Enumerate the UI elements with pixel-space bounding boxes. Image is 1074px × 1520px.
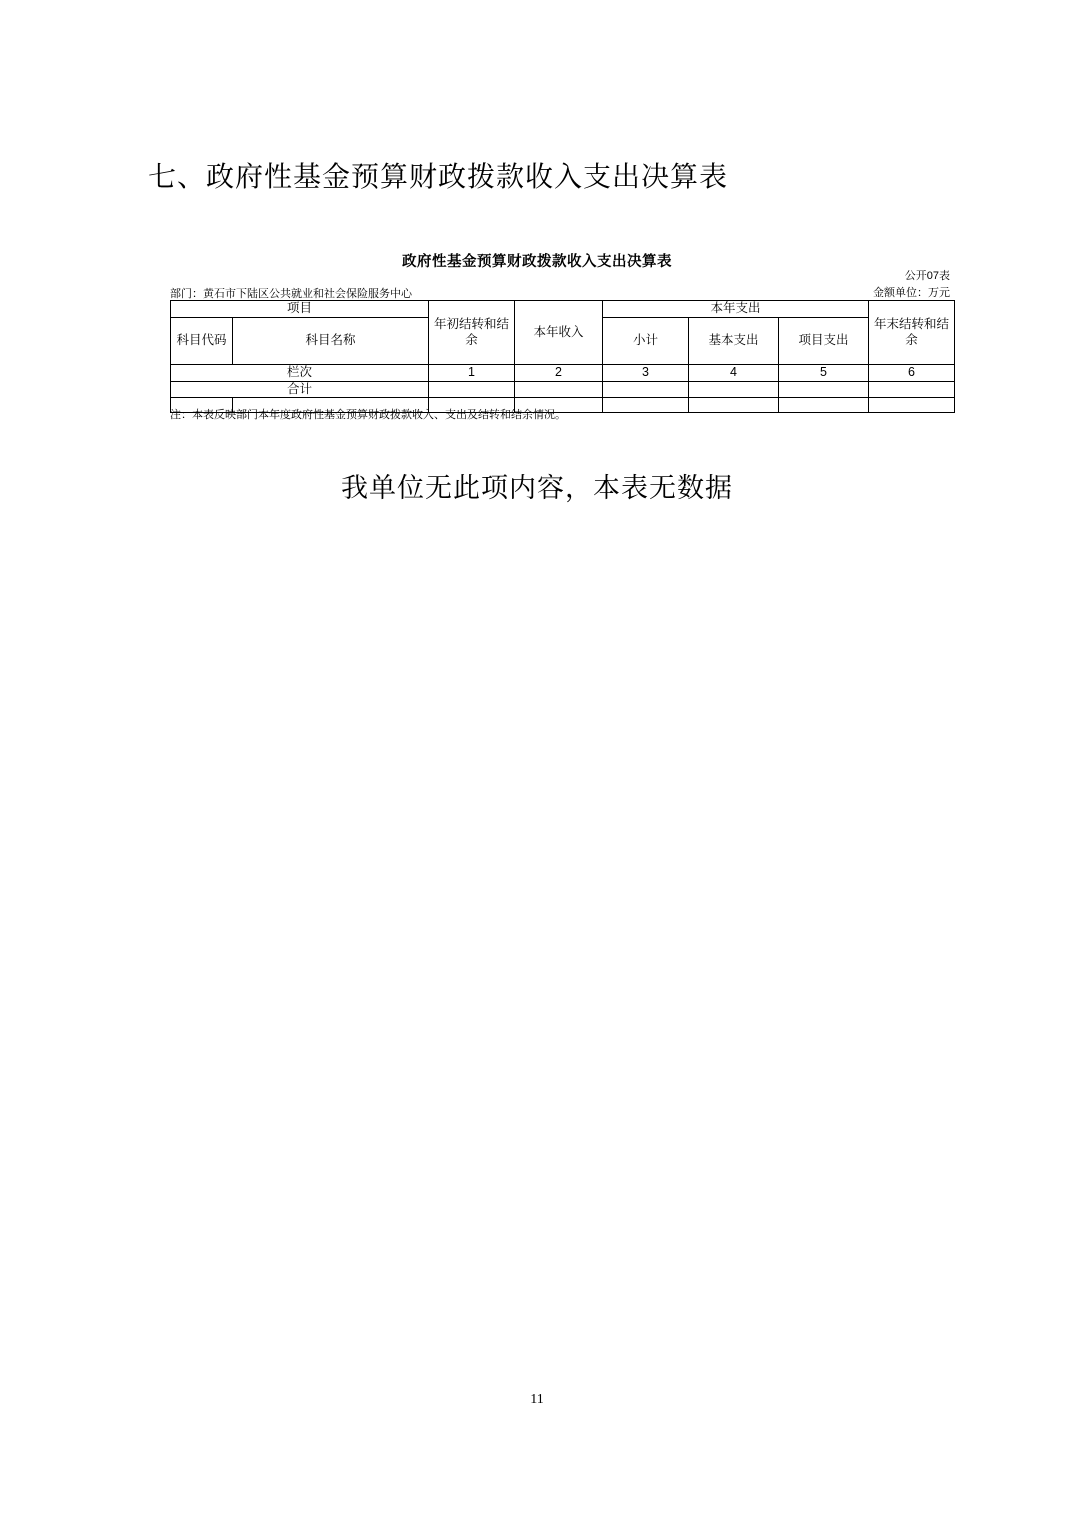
table-title: 政府性基金预算财政拨款收入支出决算表 <box>402 254 672 270</box>
public-number-label: 公开07表 <box>904 270 950 282</box>
no-data-statement: 我单位无此项内容，本表无数据 <box>341 473 733 503</box>
column-index-label: 栏次 <box>171 365 429 382</box>
header-subject-code: 科目代码 <box>171 318 233 365</box>
header-project-expenditure: 项目支出 <box>779 318 869 365</box>
total-basic-expenditure <box>689 381 779 398</box>
column-index-2: 2 <box>515 365 603 382</box>
department-label: 部门：黄石市下陆区公共就业和社会保险服务中心 <box>170 288 412 300</box>
column-index-4: 4 <box>689 365 779 382</box>
total-end-balance <box>869 381 955 398</box>
header-subtotal: 小计 <box>603 318 689 365</box>
header-current-income: 本年收入 <box>515 301 603 365</box>
page-number: 11 <box>530 1392 544 1407</box>
header-basic-expenditure: 基本支出 <box>689 318 779 365</box>
column-index-row <box>171 365 955 382</box>
row-subtotal <box>603 398 689 413</box>
amount-unit-label: 金额单位：万元 <box>873 287 950 299</box>
row-basic-expenditure <box>689 398 779 413</box>
column-index-3: 3 <box>603 365 689 382</box>
table-header-group-row <box>171 301 955 318</box>
column-index-1: 1 <box>429 365 515 382</box>
column-index-5: 5 <box>779 365 869 382</box>
table-note: 注：本表反映部门本年度政府性基金预算财政拨款收入、支出及结转和结余情况。 <box>170 409 566 421</box>
header-begin-balance: 年初结转和结余 <box>429 301 515 365</box>
header-project-group: 项目 <box>171 301 429 318</box>
total-current-income <box>515 381 603 398</box>
row-end-balance <box>869 398 955 413</box>
header-subject-name: 科目名称 <box>233 318 429 365</box>
header-end-balance: 年末结转和结余 <box>869 301 955 365</box>
budget-table <box>170 300 955 413</box>
header-expenditure-group: 本年支出 <box>603 301 869 318</box>
row-project-expenditure <box>779 398 869 413</box>
total-subtotal <box>603 381 689 398</box>
column-index-6: 6 <box>869 365 955 382</box>
table-row <box>171 381 955 398</box>
section-heading: 七、政府性基金预算财政拨款收入支出决算表 <box>148 162 729 193</box>
total-project-expenditure <box>779 381 869 398</box>
total-begin-balance <box>429 381 515 398</box>
total-row-label: 合计 <box>171 381 429 398</box>
